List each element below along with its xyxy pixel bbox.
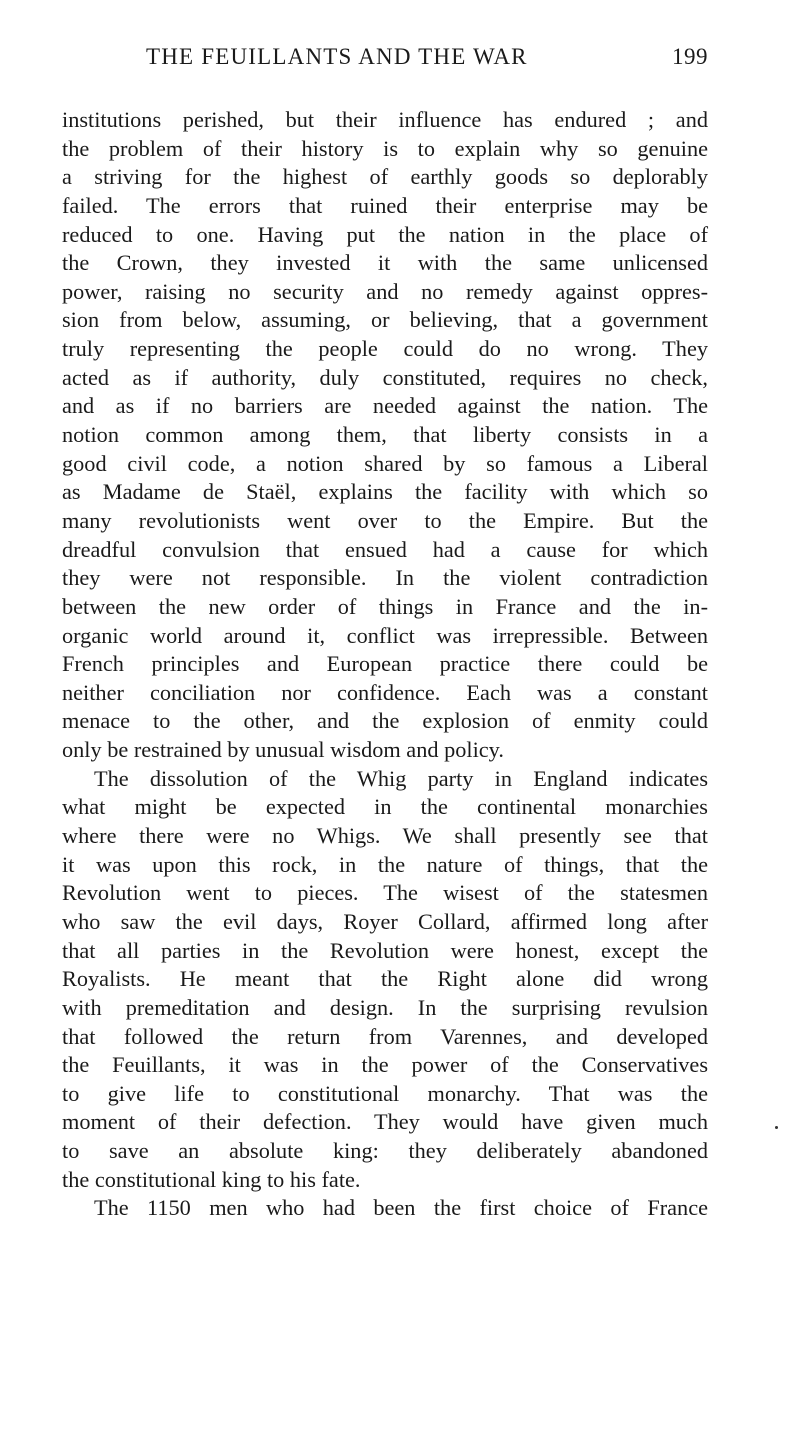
text-line: what might be expected in the continental monarchies: [62, 794, 708, 820]
text-line: Royalists. He meant that the Right alone did wrong: [62, 966, 708, 992]
text-line: moment of their defection. They would have given much: [62, 1109, 708, 1135]
text-line: as Madame de Staël, explains the facility with which so: [62, 479, 708, 505]
text-line: the Feuillants, it was in the power of the Conservatives: [62, 1052, 708, 1078]
text-line: truly representing the people could do no wrong. They: [62, 336, 708, 362]
text-line: with premeditation and design. In the surprising revulsion: [62, 994, 708, 1020]
text-line: failed. The errors that ruined their enterprise may be: [62, 192, 708, 218]
text-line: the constitutional king to his fate.: [62, 1166, 361, 1192]
text-line: where there were no Whigs. We shall presently see that: [62, 823, 708, 849]
text-line: sion from below, assuming, or believing, that a government: [62, 307, 708, 333]
text-line: reduced to one. Having put the nation in the place of: [62, 221, 708, 247]
text-line: who saw the evil days, Royer Collard, affirmed long after: [62, 908, 708, 934]
text-line: power, raising no security and no remedy against oppres-: [62, 278, 708, 304]
text-line: dreadful convulsion that ensued had a cause for which: [62, 536, 708, 562]
text-line: The dissolution of the Whig party in England indicates: [94, 765, 708, 791]
text-line: French principles and European practice there could be: [62, 651, 708, 677]
text-line: between the new order of things in France and the in-: [62, 593, 708, 619]
text-line: the Crown, they invested it with the same unlicensed: [62, 250, 708, 276]
text-line: neither conciliation nor confidence. Each was a constant: [62, 679, 708, 705]
text-line: The 1150 men who had been the first choice of France: [94, 1195, 708, 1221]
text-line: only be restrained by unusual wisdom and policy.: [62, 737, 504, 763]
page-number: 199: [672, 44, 708, 69]
text-line: a striving for the highest of earthly goods so deplorably: [62, 164, 708, 190]
text-line: organic world around it, conflict was irrepressible. Between: [62, 622, 708, 648]
text-line: that followed the return from Varennes, and developed: [62, 1023, 708, 1049]
text-line: many revolutionists went over to the Empire. But the: [62, 507, 708, 533]
text-line: that all parties in the Revolution were honest, except the: [62, 937, 708, 963]
running-title: THE FEUILLANTS AND THE WAR: [146, 44, 528, 69]
text-line: to give life to constitutional monarchy. That was the: [62, 1080, 708, 1106]
text-line: the problem of their history is to explain why so genuine: [62, 135, 708, 161]
text-line: Revolution went to pieces. The wisest of the statesmen: [62, 880, 708, 906]
text-line: it was upon this rock, in the nature of things, that the: [62, 851, 708, 877]
text-line: and as if no barriers are needed against the nation. The: [62, 393, 708, 419]
text-line: to save an absolute king: they deliberately abandoned: [62, 1138, 708, 1164]
text-line: good civil code, a notion shared by so famous a Liberal: [62, 450, 708, 476]
text-line: menace to the other, and the explosion of enmity could: [62, 708, 708, 734]
text-line: notion common among them, that liberty consists in a: [62, 422, 708, 448]
text-line: acted as if authority, duly constituted, requires no check,: [62, 364, 708, 390]
text-line: they were not responsible. In the violent contradiction: [62, 565, 708, 591]
scan-speck: [775, 1126, 778, 1129]
text-line: institutions perished, but their influence has endured ; and: [62, 107, 708, 132]
body-text: [62, 106, 708, 1223]
running-header: [146, 44, 708, 70]
